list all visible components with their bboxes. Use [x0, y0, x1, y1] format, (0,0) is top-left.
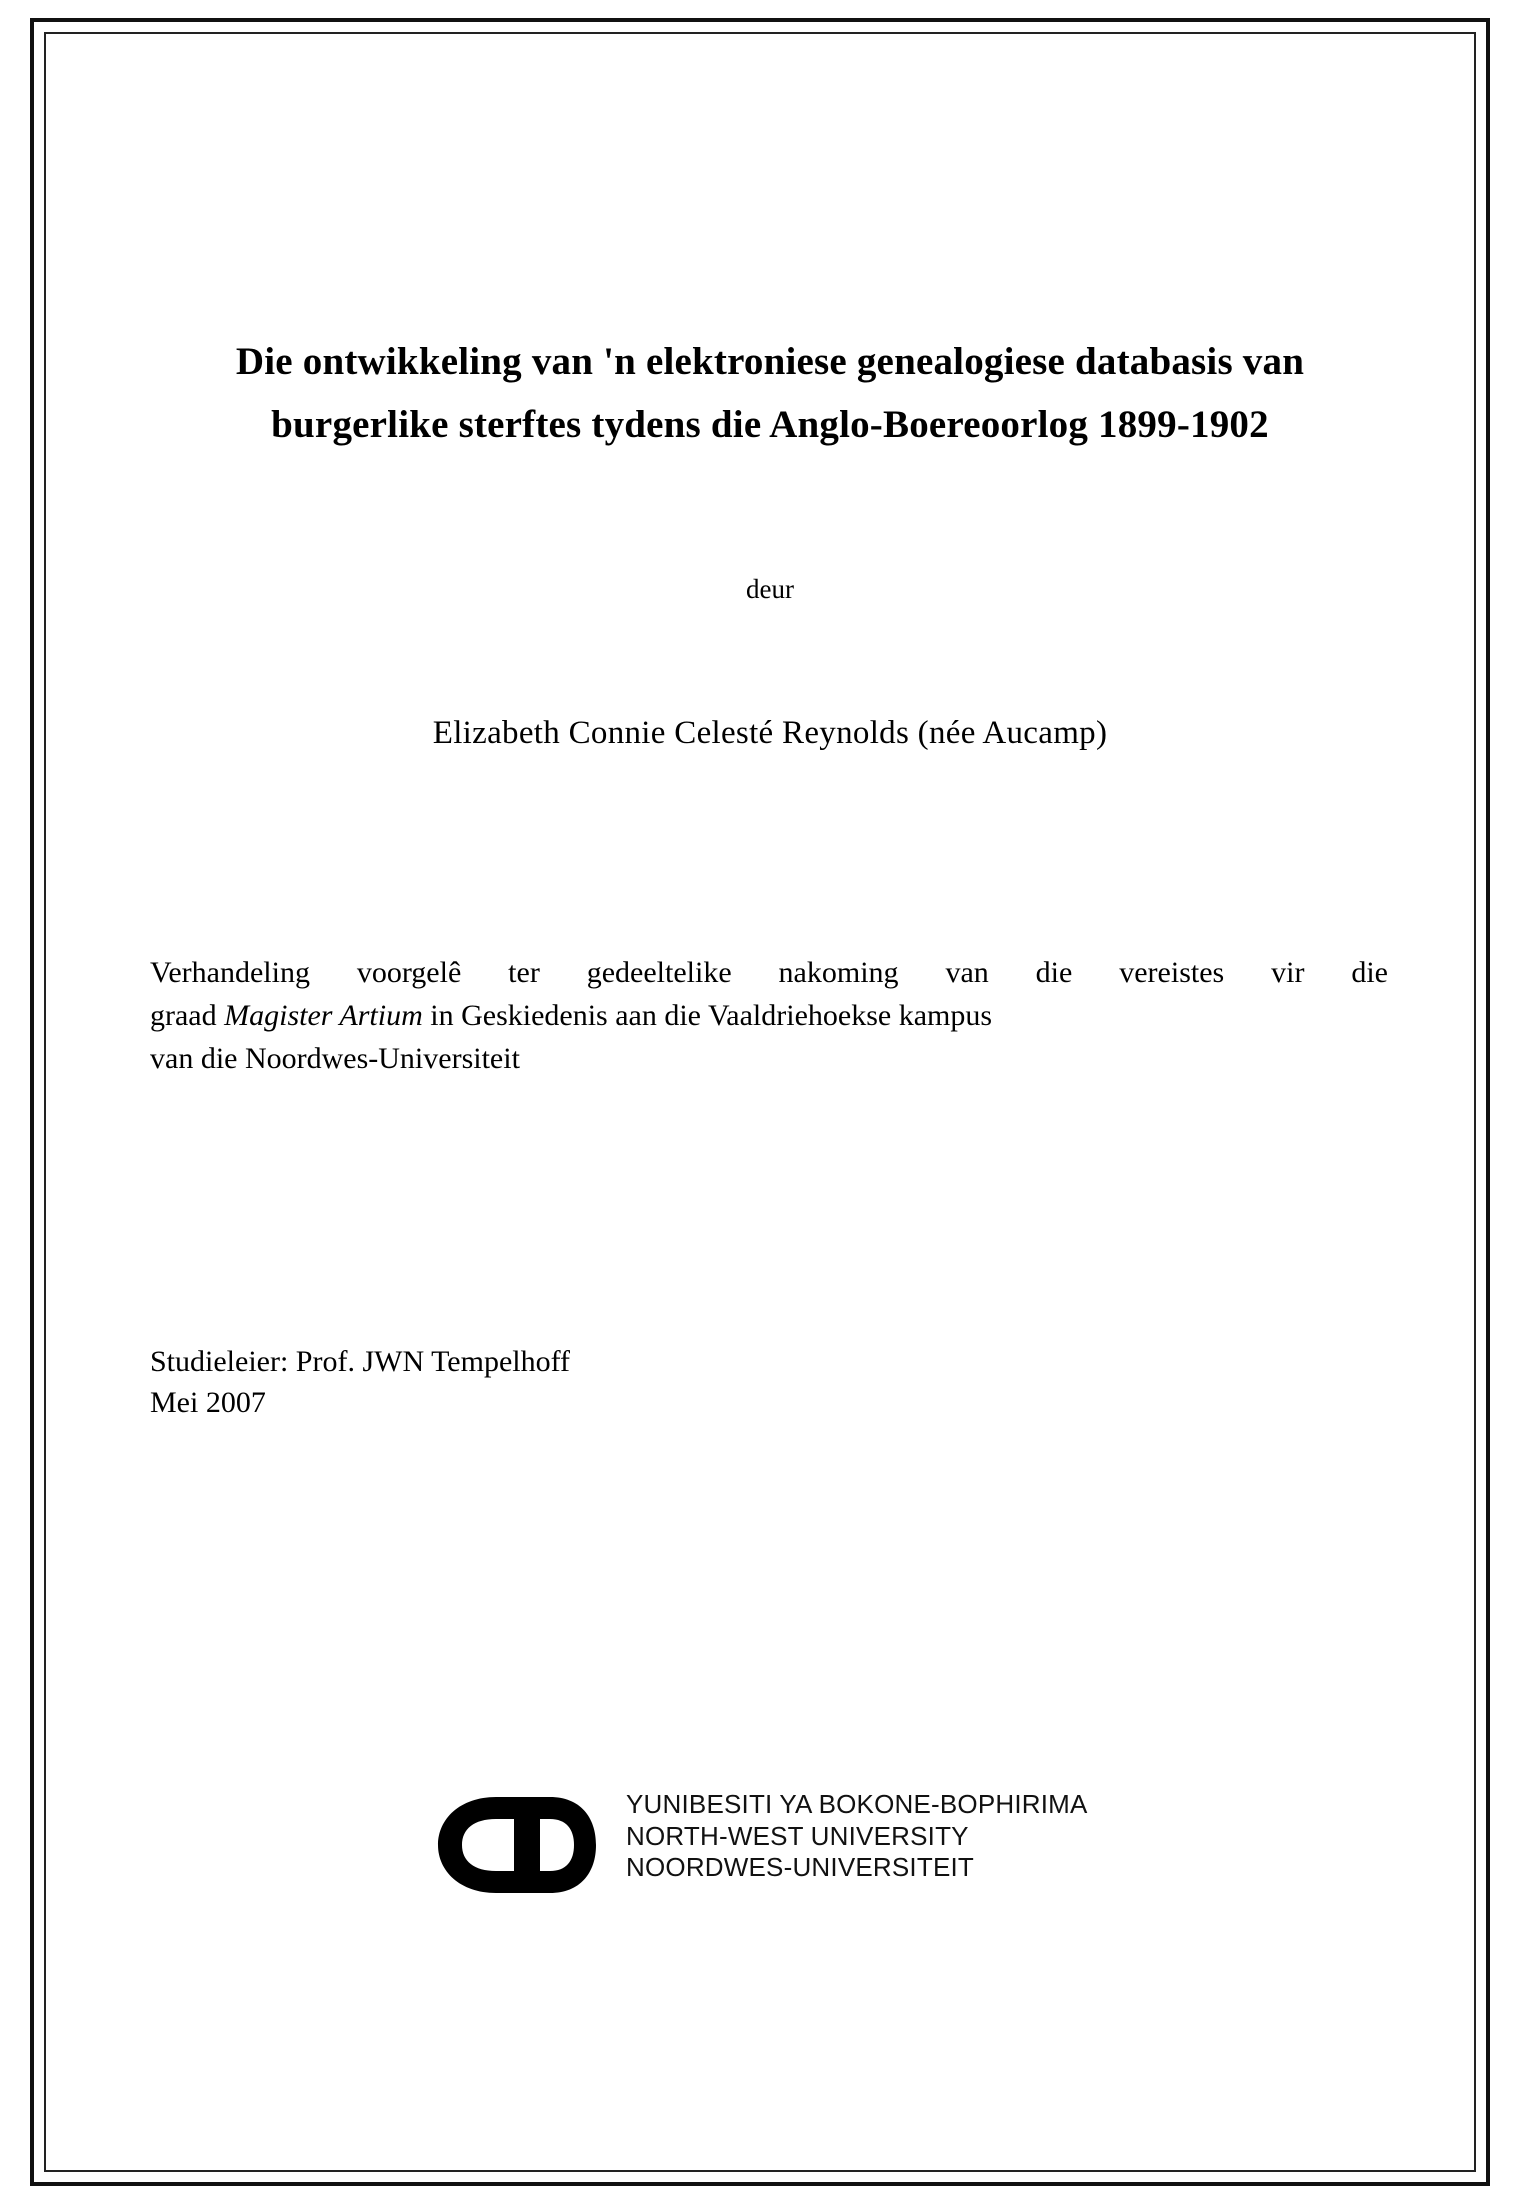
supervisor-block [150, 1342, 1390, 1423]
title-line-1: Die ontwikkeling van 'n elektroniese genealogiese databasis van [235, 340, 1305, 383]
degree-statement-line-3: van die Noordwes-Universiteit [150, 1041, 520, 1075]
degree-statement-line-1: Verhandeling voorgelê ter gedeeltelike nakoming van die vereistes vir die [150, 956, 1388, 990]
university-logo [430, 1785, 1130, 1915]
university-logo-text [626, 1789, 1088, 1884]
logo-line-2: NORTH-WEST UNIVERSITY [626, 1820, 969, 1851]
author-label: deur [746, 574, 794, 605]
logo-line-3: NOORDWES-UNIVERSITEIT [626, 1852, 974, 1883]
author-name: Elizabeth Connie Celesté Reynolds (née Aucamp) [432, 715, 1108, 752]
degree-statement-line-2-prefix: graad [150, 998, 225, 1032]
degree-statement [150, 952, 1390, 1080]
degree-statement-line-2 [150, 995, 1388, 1038]
supervisor-name: Studieleier: Prof. JWN Tempelhoff [150, 1345, 571, 1379]
title-page-content [150, 330, 1390, 1423]
logo-line-1: YUNIBESITI YA BOKONE-BOPHIRIMA [626, 1789, 1088, 1819]
submission-date: Mei 2007 [150, 1385, 266, 1419]
page-title [198, 330, 1342, 456]
degree-statement-line-2-suffix: in Geskiedenis aan die Vaaldriehoekse kampus [422, 998, 993, 1032]
nwu-logo-icon [430, 1791, 620, 1899]
title-line-2: burgerlike sterftes tydens die Anglo-Boereoorlog 1899-1902 [271, 403, 1269, 447]
degree-name: Magister Artium [224, 998, 423, 1032]
